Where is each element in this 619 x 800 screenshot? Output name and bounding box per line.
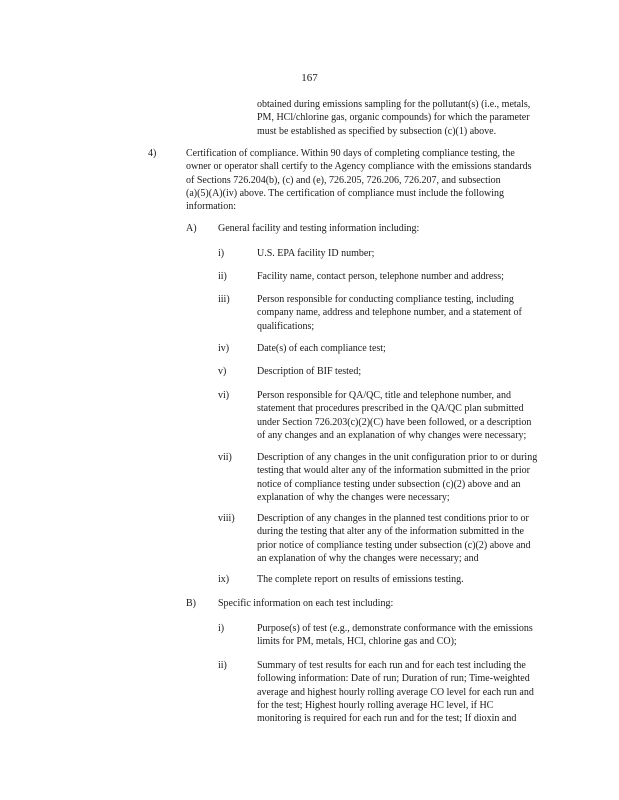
item-a-ix-label: ix) <box>218 574 230 585</box>
item-a-ix-text <box>257 573 464 586</box>
item-a-v-text <box>257 365 361 378</box>
item-a-ii-label: ii) <box>218 271 227 282</box>
text-line: information: <box>186 201 236 213</box>
text-line: Specific information on each test including: <box>218 598 394 609</box>
text-line: explanation of why the changes were necessary; <box>257 491 450 503</box>
text-line: Description of any changes in the planned test conditions prior to or <box>257 513 529 524</box>
text-line: Certification of compliance. Within 90 days of completing compliance testing, the <box>186 148 515 159</box>
item-a-iii-label: iii) <box>218 294 230 305</box>
section-a-heading <box>218 222 419 235</box>
text-line: Description of any changes in the unit configuration prior to or during <box>257 452 538 463</box>
item-a-v-label: v) <box>218 366 227 377</box>
text-line: testing that would alter any of the information submitted in the prior <box>257 465 530 477</box>
text-line: Person responsible for conducting compliance testing, including <box>257 294 514 305</box>
text-line: limits for PM, metals, HCl, chlorine gas and CO); <box>257 636 457 648</box>
text-line: The complete report on results of emissions testing. <box>257 574 464 585</box>
text-line: company name, address and telephone number, and a statement of <box>257 307 522 319</box>
text-line: obtained during emissions sampling for the pollutant(s) (i.e., metals, <box>257 99 531 110</box>
item-a-vii-text <box>257 451 537 504</box>
text-line: under Section 726.203(c)(2)(C) have been followed, or a description <box>257 416 532 428</box>
text-line: following information: Date of run; Duration of run; Time-weighted <box>257 673 530 685</box>
item-b-i-label: i) <box>218 623 225 634</box>
text-line: (a)(5)(A)(iv) above. The certification of compliance must include the following <box>186 187 505 199</box>
text-line: must be established as specified by subsection (c)(1) above. <box>257 125 497 137</box>
text-line: Date(s) of each compliance test; <box>257 343 386 354</box>
item-a-i-text <box>257 247 374 260</box>
text-line: U.S. EPA facility ID number; <box>257 248 375 259</box>
item-a-vii-label: vii) <box>218 452 232 463</box>
section-a-label: A) <box>186 223 197 234</box>
page-number: 167 <box>301 72 318 84</box>
text-line: for the test; Highest hourly rolling average HC level, if HC <box>257 699 494 711</box>
item-b-ii-text <box>257 659 534 725</box>
text-line: of Sections 726.204(b), (c) and (e), 726.205, 726.206, 726.207, and subsection <box>186 174 501 186</box>
item-a-viii-text <box>257 512 531 565</box>
item-a-ii-text <box>257 270 504 283</box>
text-line: Purpose(s) of test (e.g., demonstrate conformance with the emissions <box>257 623 533 634</box>
section-b-heading <box>218 597 393 610</box>
text-line: statement that procedures prescribed in the QA/QC plan submitted <box>257 403 524 415</box>
item-a-vi-text <box>257 389 531 442</box>
item-a-iv-label: iv) <box>218 343 230 354</box>
text-line: notice of compliance testing under subsection (c)(2) above and an <box>257 478 521 490</box>
text-line: Facility name, contact person, telephone number and address; <box>257 271 504 282</box>
text-line: of any changes and an explanation of why changes were necessary; <box>257 429 527 441</box>
text-line: average and highest hourly rolling average CO level for each run and <box>257 686 534 698</box>
text-line: monitoring is required for each run and for the test; If dioxin and <box>257 713 517 725</box>
text-line: an explanation of why the changes were necessary; and <box>257 552 479 564</box>
section-4-paragraph <box>186 147 531 213</box>
text-line: prior notice of compliance testing under subsection (c)(2) above and <box>257 539 531 551</box>
item-a-iii-text <box>257 293 522 333</box>
text-line: during the testing that alter any of the information submitted in the <box>257 526 524 538</box>
item-a-i-label: i) <box>218 248 225 259</box>
text-line: Summary of test results for each run and for each test including the <box>257 660 526 671</box>
item-b-ii-label: ii) <box>218 660 227 671</box>
item-a-viii-label: viii) <box>218 513 235 524</box>
text-line: PM, HCl/chlorine gas, organic compounds) for which the parameter <box>257 112 530 124</box>
section-b-label: B) <box>186 598 196 609</box>
text-line: owner or operator shall certify to the Agency compliance with the emissions standards <box>186 161 532 173</box>
text-line: qualifications; <box>257 320 315 332</box>
item-a-iv-text <box>257 342 386 355</box>
intro-paragraph <box>257 98 530 138</box>
section-4-label: 4) <box>148 148 157 159</box>
text-line: Person responsible for QA/QC, title and telephone number, and <box>257 390 511 401</box>
item-a-vi-label: vi) <box>218 390 230 401</box>
item-b-i-text <box>257 622 533 649</box>
text-line: General facility and testing information including: <box>218 223 420 234</box>
text-line: Description of BIF tested; <box>257 366 362 377</box>
